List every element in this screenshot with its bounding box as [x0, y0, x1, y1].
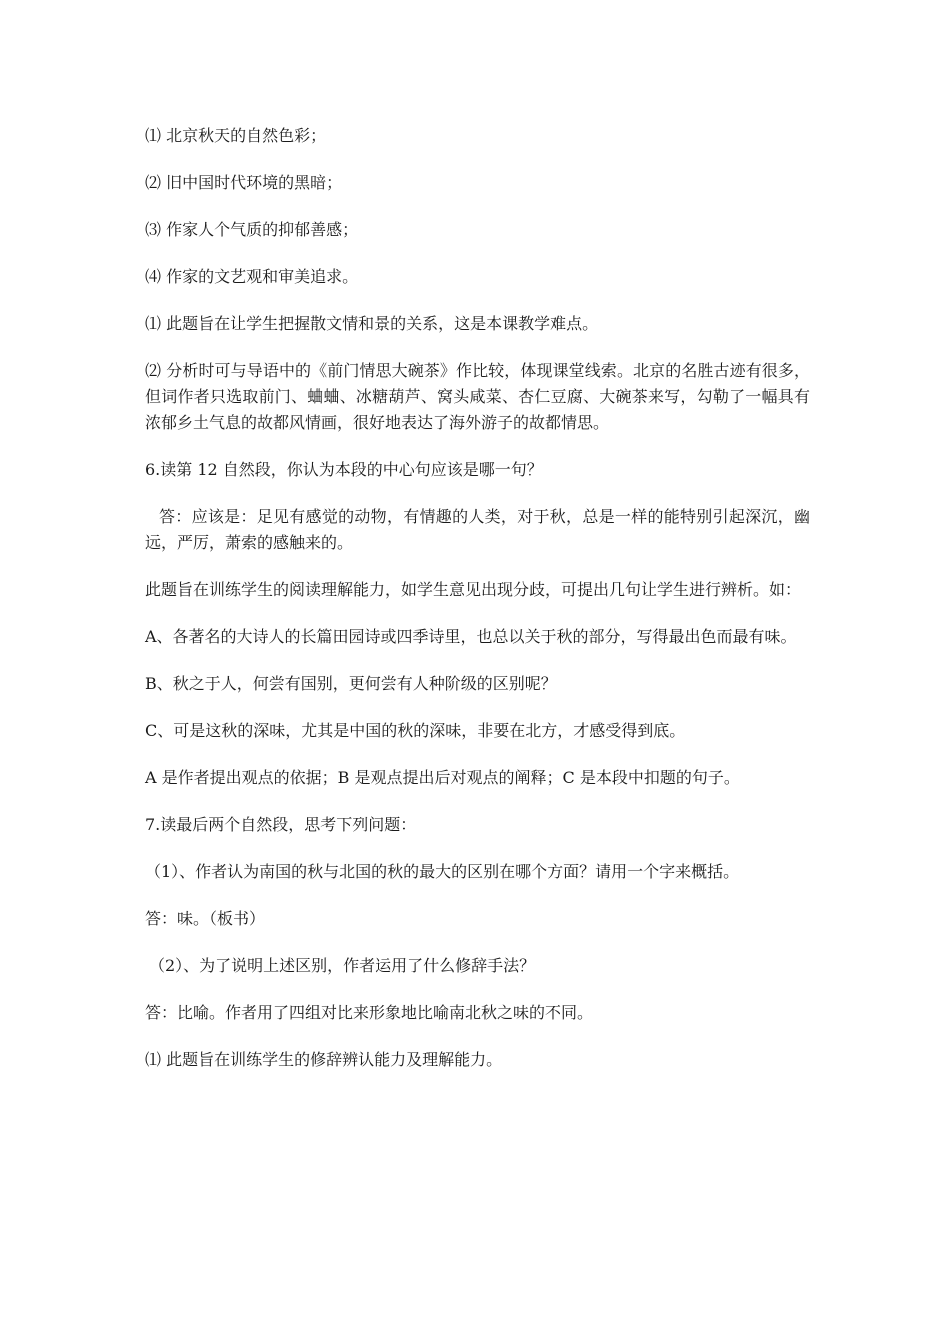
note-comparison: ⑵ 分析时可与导语中的《前门情思大碗茶》作比较，体现课堂线索。北京的名胜古迹有很多，但词作者只选取前门、蛐蛐、冰糖葫芦、窝头咸菜、杏仁豆腐、大碗茶来写，勾勒了一幅具有浓郁乡土气息的故都风情画，很好地表达了海外游子的故都情思。 — [145, 361, 810, 432]
note-reading-comprehension: 此题旨在训练学生的阅读理解能力，如学生意见出现分歧，可提出几句让学生进行辨析。如： — [145, 580, 802, 599]
answer-7-part-1: 答：味。（板书） — [145, 909, 266, 928]
options-explanation: A 是作者提出观点的依据；B 是观点提出后对观点的阐释；C 是本段中扣题的句子。 — [145, 768, 740, 787]
list-item-dark-era: ⑵ 旧中国时代环境的黑暗； — [145, 173, 343, 192]
list-item-temperament: ⑶ 作家人个气质的抑郁善感； — [145, 220, 359, 239]
list-item-aesthetics: ⑷ 作家的文艺观和审美追求。 — [145, 267, 359, 286]
option-b: B、秋之于人，何尝有国别，更何尝有人种阶级的区别呢？ — [145, 674, 557, 693]
note-rhetoric: ⑴ 此题旨在训练学生的修辞辨认能力及理解能力。 — [145, 1050, 503, 1069]
list-item-autumn-colors: ⑴ 北京秋天的自然色彩； — [145, 126, 327, 145]
question-7-part-2: （2）、为了说明上述区别，作者运用了什么修辞手法？ — [149, 956, 536, 975]
question-6: 6.读第 12 自然段，你认为本段的中心句应该是哪一句？ — [145, 460, 543, 479]
document-page — [145, 123, 810, 1094]
question-7: 7.读最后两个自然段，思考下列问题： — [145, 815, 417, 834]
answer-6: 答：应该是：足见有感觉的动物，有情趣的人类，对于秋，总是一样的能特别引起深沉，幽远，严厉，萧索的感触来的。 — [145, 507, 810, 552]
option-a: A、各著名的大诗人的长篇田园诗或四季诗里，也总以关于秋的部分，写得最出色而最有味。 — [145, 627, 797, 646]
question-7-part-1: （1）、作者认为南国的秋与北国的秋的最大的区别在哪个方面？请用一个字来概括。 — [145, 862, 740, 881]
note-teaching-difficulty: ⑴ 此题旨在让学生把握散文情和景的关系，这是本课教学难点。 — [145, 314, 599, 333]
answer-7-part-2: 答：比喻。作者用了四组对比来形象地比喻南北秋之味的不同。 — [145, 1003, 594, 1022]
option-c: C、可是这秋的深味，尤其是中国的秋的深味，非要在北方，才感受得到底。 — [145, 721, 686, 740]
